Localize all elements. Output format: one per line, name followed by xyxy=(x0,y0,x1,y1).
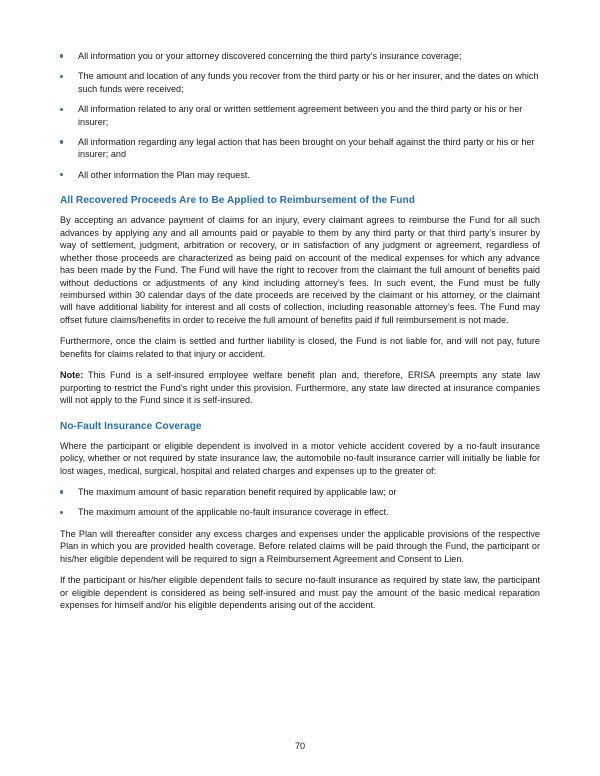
list-item xyxy=(60,486,540,498)
top-bullet-list xyxy=(60,50,540,181)
list-item xyxy=(60,136,540,161)
bullet-dot-icon xyxy=(60,511,63,514)
list-item-text: The amount and location of any funds you recover from the third party or his or her insurer, and the dates on which such funds were received; xyxy=(78,71,539,94)
list-item xyxy=(60,169,540,181)
list-item-text: All information you or your attorney discovered concerning the third party’s insurance coverage; xyxy=(78,51,462,61)
note-label: Note: xyxy=(60,370,84,381)
bullet-dot-icon xyxy=(60,140,63,143)
paragraph-recovered-proceeds-1: By accepting an advance payment of claims for an injury, every claimant agrees to reimburse the Fund for all such advances by applying any and all amounts paid or payable to them by any third party or that third party’s insurer by way of settlement, judgment, arbitration or recovery, or in satisfaction of any judgment or agreement, regardless of whether those proceeds are characterized as being paid on account of the medical expenses for which any advance has been made by the Fund. The Fund will have the right to recover from the claimant the full amount of benefits paid without deductions or adjustments of any kind including attorney’s fees. In such event, the Fund must be fully reimbursed within 30 calendar days of the date proceeds are received by the claimant or his attorney, or the claimant will have additional liability for interest and all costs of collection, including reasonable attorney’s fees. The Fund may offset future claims/benefits in order to receive the full amount of benefits paid if full reimbursement is not made. xyxy=(60,215,540,325)
paragraph-no-fault-3: If the participant or his/her eligible dependent fails to secure no-fault insurance as required by state law, the participant or eligible dependent is considered as being self-insured and must pay the amount of the basic medical reparation expenses for himself and/or his eligible dependents arising out of the accident. xyxy=(60,575,540,611)
paragraph-note xyxy=(60,369,540,406)
list-item xyxy=(60,70,540,95)
list-item xyxy=(60,506,540,518)
section-heading-no-fault: No-Fault Insurance Coverage xyxy=(60,420,202,432)
paragraph-no-fault-1: Where the participant or eligible dependent is involved in a motor vehicle accident covered by a no-fault insurance policy, whether or not required by state insurance law, the automobile no-fault insurance carrier will initially be liable for lost wages, medical, surgical, hospital and related charges and expenses up to the greater of: xyxy=(60,440,540,476)
list-item-text: All other information the Plan may request. xyxy=(78,169,250,180)
no-fault-bullet-list xyxy=(60,486,540,519)
bullet-dot-icon xyxy=(60,173,63,176)
page-content xyxy=(60,50,540,611)
list-item-text: All information regarding any legal action that has been brought on your behalf against the third party or his or her insurer; and xyxy=(78,137,535,160)
section-heading-recovered-proceeds: All Recovered Proceeds Are to Be Applied to Reimbursement of the Fund xyxy=(60,195,415,207)
list-item-text: All information related to any oral or written settlement agreement between you and the third party or his or her insurer; xyxy=(78,104,523,127)
paragraph-no-fault-2: The Plan will thereafter consider any excess charges and expenses under the applicable provisions of the respective Plan in which you are provided health coverage. Before related claims will be paid through the Fund, the participant or his/her eligible dependent will be required to sign a Reimbursement Agreement and Consent to Lien. xyxy=(60,528,540,564)
list-item xyxy=(60,50,540,62)
bullet-dot-icon xyxy=(60,108,63,111)
no-fault-bullet-list-block xyxy=(60,486,540,519)
paragraph-recovered-proceeds-2: Furthermore, once the claim is settled and further liability is closed, the Fund is not liable for, and will not pay, future benefits for claims related to that injury or accident. xyxy=(60,336,540,359)
list-item-text: The maximum amount of basic reparation benefit required by applicable law; or xyxy=(78,486,397,497)
bullet-dot-icon xyxy=(60,490,63,493)
top-bullet-list-block xyxy=(60,50,540,181)
bullet-dot-icon xyxy=(60,54,63,57)
bullet-dot-icon xyxy=(60,75,63,78)
note-text: This Fund is a self-insured employee welfare benefit plan and, therefore, ERISA preempts any state law purporting to restrict the Fund’s right under this provision. Furthermore, any state law directed at insurance companies will not apply to the Fund since it is self-insured. xyxy=(60,370,540,406)
list-item-text: The maximum amount of the applicable no-fault insurance coverage in effect. xyxy=(78,507,389,518)
page-number: 70 xyxy=(294,741,306,751)
list-item xyxy=(60,103,540,128)
